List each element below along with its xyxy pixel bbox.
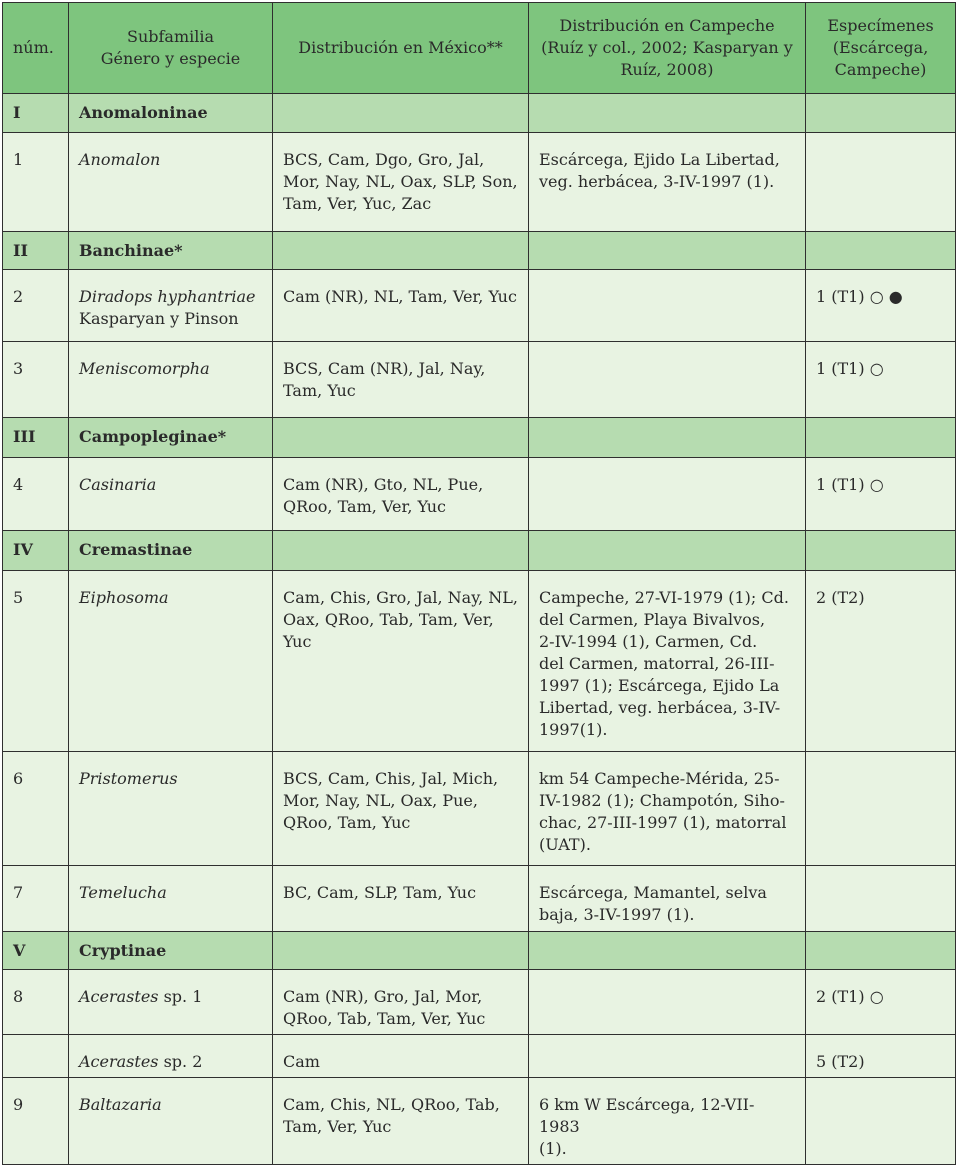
distribution-campeche: Campeche, 27-VI-1979 (1); Cd. del Carmen, Playa Bivalvos, 2-IV-1994 (1), Carmen, Cd. del Carmen, matorral, 26-III- 1997 (1); Escárcega, Ejido La Libertad, veg. herbácea, 3-IV- 1997(1).	[529, 571, 806, 752]
subfamily-name: Campopleginae*	[69, 418, 273, 458]
subfamily-num: IV	[3, 531, 69, 571]
specimens	[806, 752, 956, 866]
specimens: 5 (T2)	[806, 1035, 956, 1078]
species-row	[3, 1035, 956, 1078]
distribution-mexico: Cam, Chis, Gro, Jal, Nay, NL, Oax, QRoo, Tab, Tam, Ver, Yuc	[273, 571, 529, 752]
specimens: 1 (T1) ○	[806, 342, 956, 418]
distribution-campeche: Escárcega, Mamantel, selva baja, 3-IV-1997 (1).	[529, 866, 806, 932]
species-num: 2	[3, 270, 69, 342]
species-name: Acerastes sp. 1	[69, 970, 273, 1035]
distribution-mexico: Cam (NR), Gto, NL, Pue, QRoo, Tam, Ver, Yuc	[273, 458, 529, 531]
species-row	[3, 866, 956, 932]
distribution-mexico: BC, Cam, SLP, Tam, Yuc	[273, 866, 529, 932]
subfamily-row	[3, 94, 956, 133]
species-row	[3, 1078, 956, 1165]
species-num: 6	[3, 752, 69, 866]
distribution-campeche	[529, 342, 806, 418]
species-num	[3, 1035, 69, 1078]
species-author: Kasparyan y Pinson	[79, 309, 239, 328]
species-num: 3	[3, 342, 69, 418]
species-name: Diradops hyphantriae Kasparyan y Pinson	[69, 270, 273, 342]
specimens: 1 (T1) ○ ●	[806, 270, 956, 342]
species-row	[3, 133, 956, 232]
species-name: Acerastes sp. 2	[69, 1035, 273, 1078]
species-row	[3, 571, 956, 752]
species-num: 5	[3, 571, 69, 752]
species-name: Casinaria	[69, 458, 273, 531]
species-num: 4	[3, 458, 69, 531]
species-num: 9	[3, 1078, 69, 1165]
distribution-mexico: BCS, Cam, Dgo, Gro, Jal, Mor, Nay, NL, Oax, SLP, Son, Tam, Ver, Yuc, Zac	[273, 133, 529, 232]
species-row	[3, 270, 956, 342]
distribution-mexico: Cam (NR), Gro, Jal, Mor, QRoo, Tab, Tam, Ver, Yuc	[273, 970, 529, 1035]
header-row	[3, 3, 956, 94]
subfamily-num: II	[3, 232, 69, 270]
species-row	[3, 458, 956, 531]
species-name: Eiphosoma	[69, 571, 273, 752]
specimens	[806, 1078, 956, 1165]
species-name: Pristomerus	[69, 752, 273, 866]
subfamily-row	[3, 232, 956, 270]
subfamily-name: Cremastinae	[69, 531, 273, 571]
subfamily-num: V	[3, 932, 69, 970]
distribution-campeche: km 54 Campeche-Mérida, 25- IV-1982 (1); Champotón, Siho- chac, 27-III-1997 (1), matorral (UAT).	[529, 752, 806, 866]
subfamily-row	[3, 932, 956, 970]
species-name: Anomalon	[69, 133, 273, 232]
distribution-campeche	[529, 270, 806, 342]
subfamily-name: Cryptinae	[69, 932, 273, 970]
subfamily-name: Anomaloninae	[69, 94, 273, 133]
distribution-campeche: 6 km W Escárcega, 12-VII-1983 (1).	[529, 1078, 806, 1165]
species-row	[3, 970, 956, 1035]
distribution-campeche	[529, 1035, 806, 1078]
subfamily-name: Banchinae*	[69, 232, 273, 270]
species-row	[3, 342, 956, 418]
species-name: Baltazaria	[69, 1078, 273, 1165]
species-num: 1	[3, 133, 69, 232]
subfamily-num: I	[3, 94, 69, 133]
distribution-campeche: Escárcega, Ejido La Libertad, veg. herbácea, 3-IV-1997 (1).	[529, 133, 806, 232]
specimens: 2 (T1) ○	[806, 970, 956, 1035]
specimens	[806, 866, 956, 932]
specimens: 2 (T2)	[806, 571, 956, 752]
species-num: 7	[3, 866, 69, 932]
specimens	[806, 133, 956, 232]
species-row	[3, 752, 956, 866]
distribution-mexico: Cam (NR), NL, Tam, Ver, Yuc	[273, 270, 529, 342]
subfamily-row	[3, 418, 956, 458]
distribution-campeche	[529, 970, 806, 1035]
distribution-mexico: Cam, Chis, NL, QRoo, Tab, Tam, Ver, Yuc	[273, 1078, 529, 1165]
subfamily-num: III	[3, 418, 69, 458]
distribution-mexico: Cam	[273, 1035, 529, 1078]
species-name: Temelucha	[69, 866, 273, 932]
species-num: 8	[3, 970, 69, 1035]
distribution-campeche	[529, 458, 806, 531]
header-subfamily: Subfamilia Género y especie	[69, 3, 273, 94]
species-table	[2, 2, 956, 1165]
header-distribution-mexico: Distribución en México**	[273, 3, 529, 94]
header-distribution-campeche: Distribución en Campeche (Ruíz y col., 2002; Kasparyan y Ruíz, 2008)	[529, 3, 806, 94]
subfamily-row	[3, 531, 956, 571]
distribution-mexico: BCS, Cam (NR), Jal, Nay, Tam, Yuc	[273, 342, 529, 418]
header-num: núm.	[3, 3, 69, 94]
distribution-mexico: BCS, Cam, Chis, Jal, Mich, Mor, Nay, NL, Oax, Pue, QRoo, Tam, Yuc	[273, 752, 529, 866]
header-specimens: Especímenes (Escárcega, Campeche)	[806, 3, 956, 94]
species-name: Meniscomorpha	[69, 342, 273, 418]
specimens: 1 (T1) ○	[806, 458, 956, 531]
